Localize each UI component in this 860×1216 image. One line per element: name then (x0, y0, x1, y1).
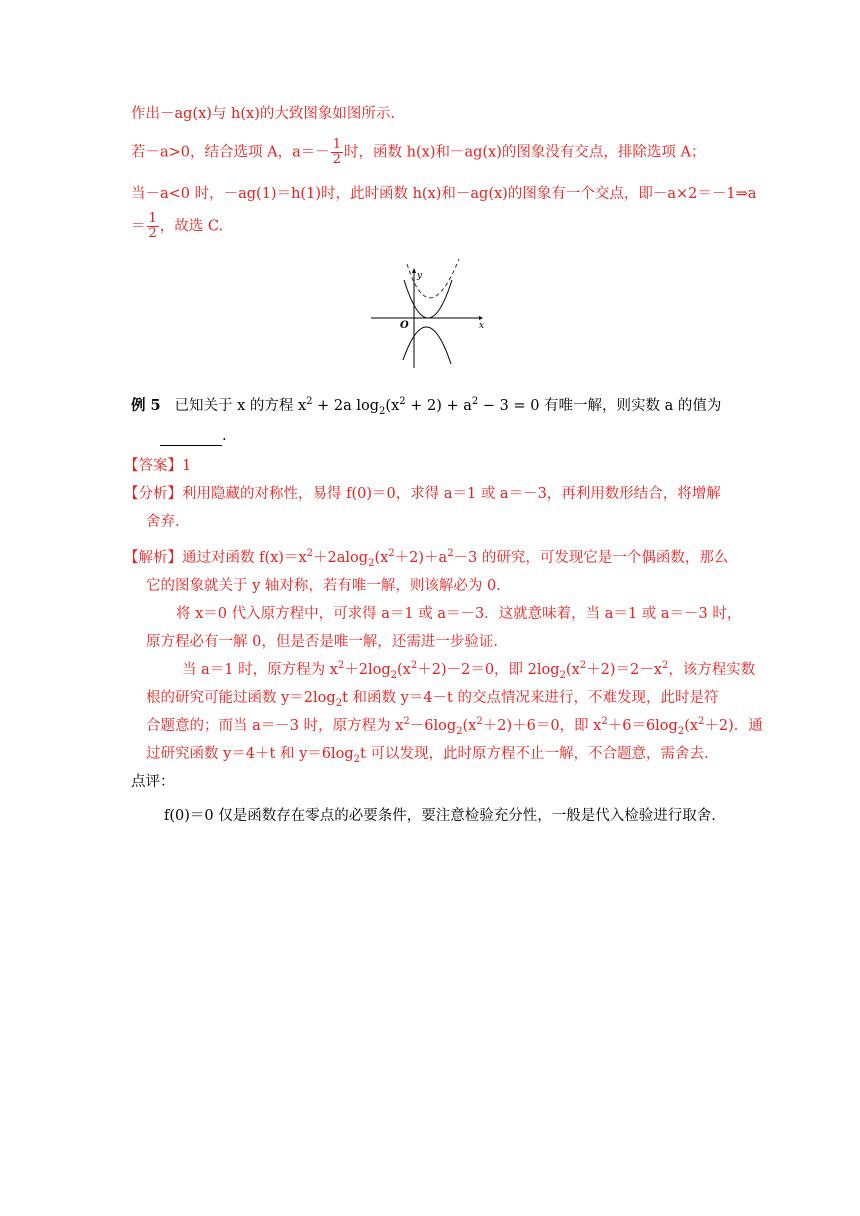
text-line (146, 512, 180, 532)
text: . (222, 428, 227, 444)
text-line (146, 576, 501, 596)
text: 时，函数 h(x)和－ag(x)的图象没有交点，排除选项 A； (344, 144, 706, 161)
subscript: 2 (353, 753, 361, 765)
text: 过研究函数 y＝4＋t 和 y＝6log (146, 746, 354, 762)
text: 利用隐藏的对称性，易得 f(0)＝0，求得 a＝1 或 a＝－3，再利用数形结合，将增解 (182, 486, 721, 502)
text: (x (462, 718, 477, 734)
text-line (131, 184, 756, 204)
function-graph-figure (367, 256, 491, 374)
text: ，故选 C. (159, 218, 224, 235)
text: 作出－ag(x)与 h(x)的大致图象如图所示. (131, 106, 395, 122)
superscript: 2 (337, 660, 345, 672)
subscript: 2 (379, 405, 386, 417)
text: (x (565, 662, 580, 678)
text-line (146, 632, 498, 652)
superscript: 2 (306, 396, 313, 408)
text: －3 的研究，可发现它是一个偶函数，那么 (453, 550, 729, 566)
superscript: 2 (698, 716, 705, 728)
text: 原方程必有一解 0，但是否是唯一解，还需进一步验证. (146, 634, 498, 650)
text: ＋2log (344, 662, 391, 678)
text: ，该方程实数 (668, 662, 756, 678)
denominator: 2 (148, 226, 157, 241)
text: ＋2)－2＝0，即 2log (417, 662, 560, 678)
subscript: 2 (368, 557, 375, 569)
example-label: 例 5 (131, 397, 161, 414)
text: 合题意的；而当 a＝－3 时，原方程为 x (146, 718, 404, 734)
answer-blank (160, 431, 222, 446)
text: 已知关于 x 的方程 x (174, 398, 307, 414)
text: ＋2)＝2－x (586, 662, 662, 678)
superscript: 2 (388, 548, 395, 560)
text: ＋2alog (313, 550, 369, 566)
origin-label: O (400, 320, 409, 331)
answer-blank-line (160, 426, 227, 446)
comment-label (131, 772, 175, 792)
text-line (131, 138, 705, 167)
text: 根的研究可能过函数 y＝2log (146, 690, 336, 706)
text: (x (374, 550, 389, 566)
text: t 可以发现，此时原方程不止一解，不合题意，需舍去. (360, 746, 709, 762)
subscript: 2 (390, 669, 397, 681)
text: t 和函数 y＝4－t 的交点情况来进行，不难发现，此时是符 (342, 690, 719, 706)
y-axis-label: y (417, 271, 423, 281)
superscript: 2 (399, 396, 406, 408)
text: ＋2)＋a (394, 550, 448, 566)
text: (x (684, 718, 699, 734)
superscript: 2 (579, 660, 587, 672)
text: f(0)＝0 仅是函数存在零点的必要条件，要注意检验充分性，一般是代入检验进行取舍. (164, 808, 716, 824)
downward-parabola-curve (403, 327, 451, 364)
answer-value: 1 (182, 458, 192, 474)
example-question (131, 396, 721, 416)
superscript: 2 (306, 548, 314, 560)
superscript: 2 (471, 396, 479, 408)
x-axis-arrow (479, 316, 483, 320)
text-line (131, 212, 223, 241)
text: 点评： (131, 774, 175, 790)
text: 当 a＝1 时，原方程为 x (182, 662, 338, 678)
text: (x (397, 662, 411, 678)
subscript: 2 (456, 725, 463, 737)
text: 它的图象就关于 y 轴对称，若有唯一解，则该解必为 0. (146, 578, 501, 594)
text: ＋2)＋6＝0，即 x (482, 718, 602, 734)
text: 通过对函数 f(x)＝x (182, 550, 307, 566)
superscript: 2 (410, 660, 418, 672)
text: 当－a<0 时，－ag(1)＝h(1)时，此时函数 h(x)和－ag(x)的图象有一个交点，即－a×2＝－1⇒a (131, 186, 757, 202)
text-line (182, 660, 755, 680)
dashed-parabola-curve (407, 259, 459, 298)
text: －6log (409, 718, 457, 734)
text-line (146, 688, 718, 708)
denominator: 2 (332, 152, 342, 167)
superscript: 2 (601, 716, 608, 728)
subscript: 2 (335, 697, 343, 709)
solution-line (124, 548, 728, 568)
superscript: 2 (661, 660, 669, 672)
x-axis-label: x (479, 321, 485, 331)
subscript: 2 (677, 725, 685, 737)
text: + 2) + a (405, 398, 472, 414)
superscript: 2 (476, 716, 483, 728)
analysis-line (124, 484, 721, 504)
numerator: 1 (148, 211, 157, 226)
text: − 3 = 0 有唯一解，则实数 a 的值为 (478, 398, 722, 414)
fraction (331, 138, 343, 167)
text: + 2a log (312, 398, 380, 414)
subscript: 2 (559, 669, 566, 681)
text: ＋6＝6log (607, 718, 678, 734)
text: (x (385, 398, 400, 414)
superscript: 2 (447, 548, 454, 560)
text: ＋2)．通 (704, 718, 763, 734)
text: 若－a>0，结合选项 A，a＝－ (131, 144, 330, 161)
text-line (176, 604, 741, 624)
upward-parabola-curve (404, 280, 452, 318)
text-line (146, 716, 763, 736)
text: ＝ (131, 218, 146, 235)
answer-label: 【答案】 (124, 458, 182, 474)
text-line (131, 104, 395, 124)
solution-label: 【解析】 (124, 550, 182, 566)
comment-text (164, 806, 716, 826)
answer-line (124, 456, 191, 476)
text-line (146, 744, 709, 764)
text: 将 x＝0 代入原方程中，可求得 a＝1 或 a＝－3．这就意味着，当 a＝1 或 a＝－3 时， (176, 606, 742, 622)
numerator: 1 (332, 137, 342, 152)
y-axis-arrow (412, 268, 416, 273)
fraction (147, 212, 159, 241)
analysis-label: 【分析】 (124, 486, 182, 502)
text: 舍弃. (146, 514, 180, 530)
superscript: 2 (403, 716, 410, 728)
